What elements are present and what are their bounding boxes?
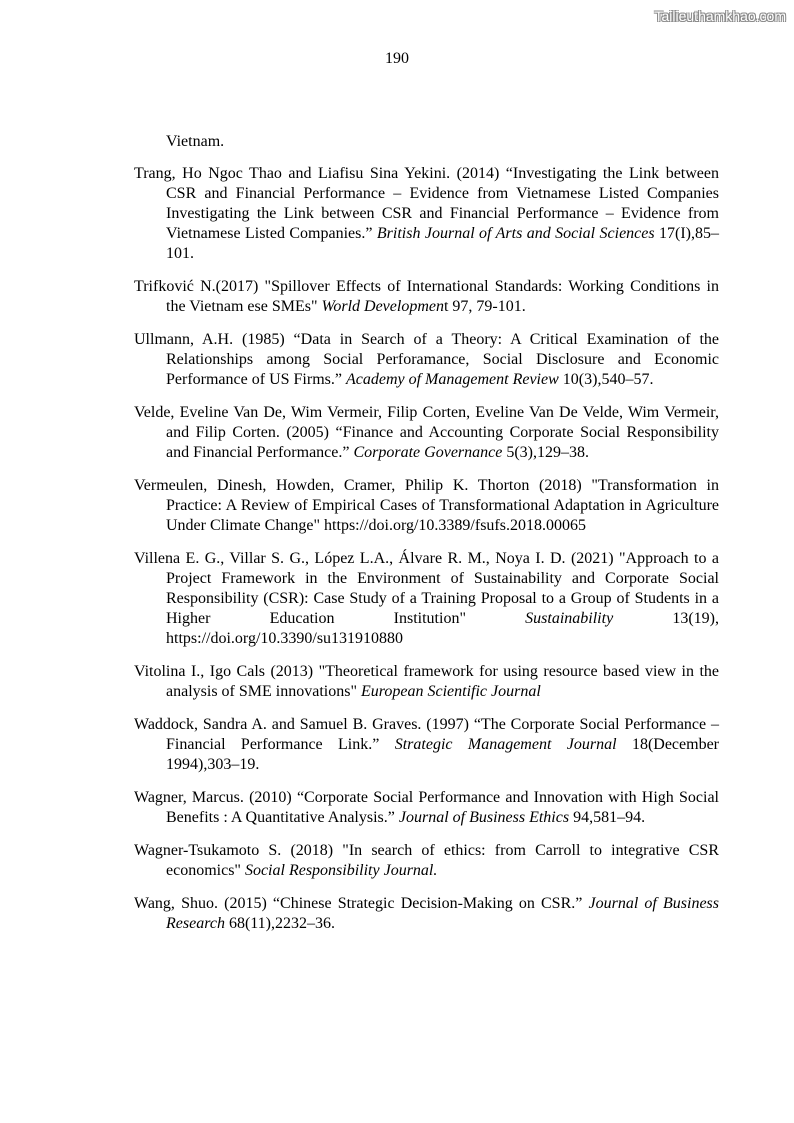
- reference-journal: Social Responsibility Journal.: [244, 862, 438, 879]
- reference-item: [134, 476, 719, 536]
- reference-tail: t 97, 79-101.: [443, 298, 526, 315]
- reference-journal: Academy of Management Review: [345, 371, 559, 388]
- reference-tail: 18(December 1994),303–19.: [166, 736, 720, 773]
- reference-item: [134, 277, 719, 317]
- reference-text: Wagner-Tsukamoto S. (2018) "In search of ethics: from Carroll to integrative CSR economics": [134, 842, 719, 879]
- reference-item: [134, 894, 719, 934]
- watermark: Tailieuthamkhao.com: [654, 8, 786, 24]
- reference-journal: Corporate Governance: [353, 444, 503, 461]
- reference-journal: British Journal of Arts and Social Sciences: [376, 225, 655, 242]
- reference-journal: Strategic Management Journal: [394, 736, 617, 753]
- reference-text: Velde, Eveline Van De, Wim Vermeir, Filip Corten, Eveline Van De Velde, Wim Vermeir, and Filip Corten. (2005) “Finance and Accounting Corporate Social Responsibility and Financial Performance.”: [134, 404, 719, 461]
- reference-journal: European Scientific Journal: [360, 683, 541, 700]
- reference-text: Trang, Ho Ngoc Thao and Liafisu Sina Yekini. (2014) “Investigating the Link between CSR and Financial Performance – Evidence from Vietnamese Listed Companies Investigating the Link between CSR and Financial Performance – Evidence from Vietnamese Listed Companies.”: [134, 165, 719, 242]
- reference-tail: 94,581–94.: [569, 809, 646, 826]
- reference-text: Trifković N.(2017) "Spillover Effects of International Standards: Working Conditions in the Vietnam ese SMEs": [134, 278, 719, 315]
- reference-item: [134, 662, 719, 702]
- reference-item: [134, 403, 719, 463]
- reference-text: Vermeulen, Dinesh, Howden, Cramer, Philip K. Thorton (2018) "Transformation in Practice: A Review of Empirical Cases of Transformational Adaptation in Agriculture Under Climate Change" https://doi.org/10.3389/fsufs.2018.00065: [134, 477, 719, 534]
- reference-text: Vitolina I., Igo Cals (2013) "Theoretical framework for using resource based view in the analysis of SME innovations": [134, 663, 719, 700]
- reference-text: Waddock, Sandra A. and Samuel B. Graves. (1997) “The Corporate Social Performance – Financial Performance Link.”: [134, 716, 719, 753]
- page-number: 190: [385, 50, 409, 67]
- reference-item: [134, 788, 719, 828]
- reference-continuation: Vietnam.: [166, 133, 225, 150]
- reference-item: [134, 164, 719, 264]
- reference-text: Villena E. G., Villar S. G., López L.A., Álvare R. M., Noya I. D. (2021) "Approach to a Project Framework in the Environment of Sustainability and Corporate Social Responsibility (CSR): Case Study of a Training Proposal to a Group of Students in a Higher Education Institution": [134, 550, 719, 627]
- reference-item: [134, 330, 719, 390]
- reference-item: [134, 715, 719, 775]
- reference-tail: 5(3),129–38.: [502, 444, 589, 461]
- reference-item: [134, 841, 719, 881]
- reference-tail: 10(3),540–57.: [558, 371, 654, 388]
- reference-tail: 17(I),85–101.: [166, 225, 720, 262]
- reference-list: [134, 132, 719, 947]
- reference-journal: World Developmen: [321, 298, 444, 315]
- reference-item: [134, 549, 719, 649]
- reference-text: Wang, Shuo. (2015) “Chinese Strategic Decision-Making on CSR.”: [134, 895, 589, 912]
- reference-journal: Sustainability: [525, 610, 614, 627]
- reference-tail: 13(19), https://doi.org/10.3390/su131910880: [166, 610, 720, 647]
- reference-journal: Journal of Business Ethics: [398, 809, 570, 826]
- reference-text: Ullmann, A.H. (1985) “Data in Search of a Theory: A Critical Examination of the Relationships among Social Perforamance, Social Disclosure and Economic Performance of US Firms.”: [134, 331, 719, 388]
- reference-journal: Journal of Business Research: [166, 895, 720, 932]
- reference-text: Wagner, Marcus. (2010) “Corporate Social Performance and Innovation with High Social Benefits : A Quantitative Analysis.”: [134, 789, 719, 826]
- reference-tail: 68(11),2232–36.: [224, 915, 335, 932]
